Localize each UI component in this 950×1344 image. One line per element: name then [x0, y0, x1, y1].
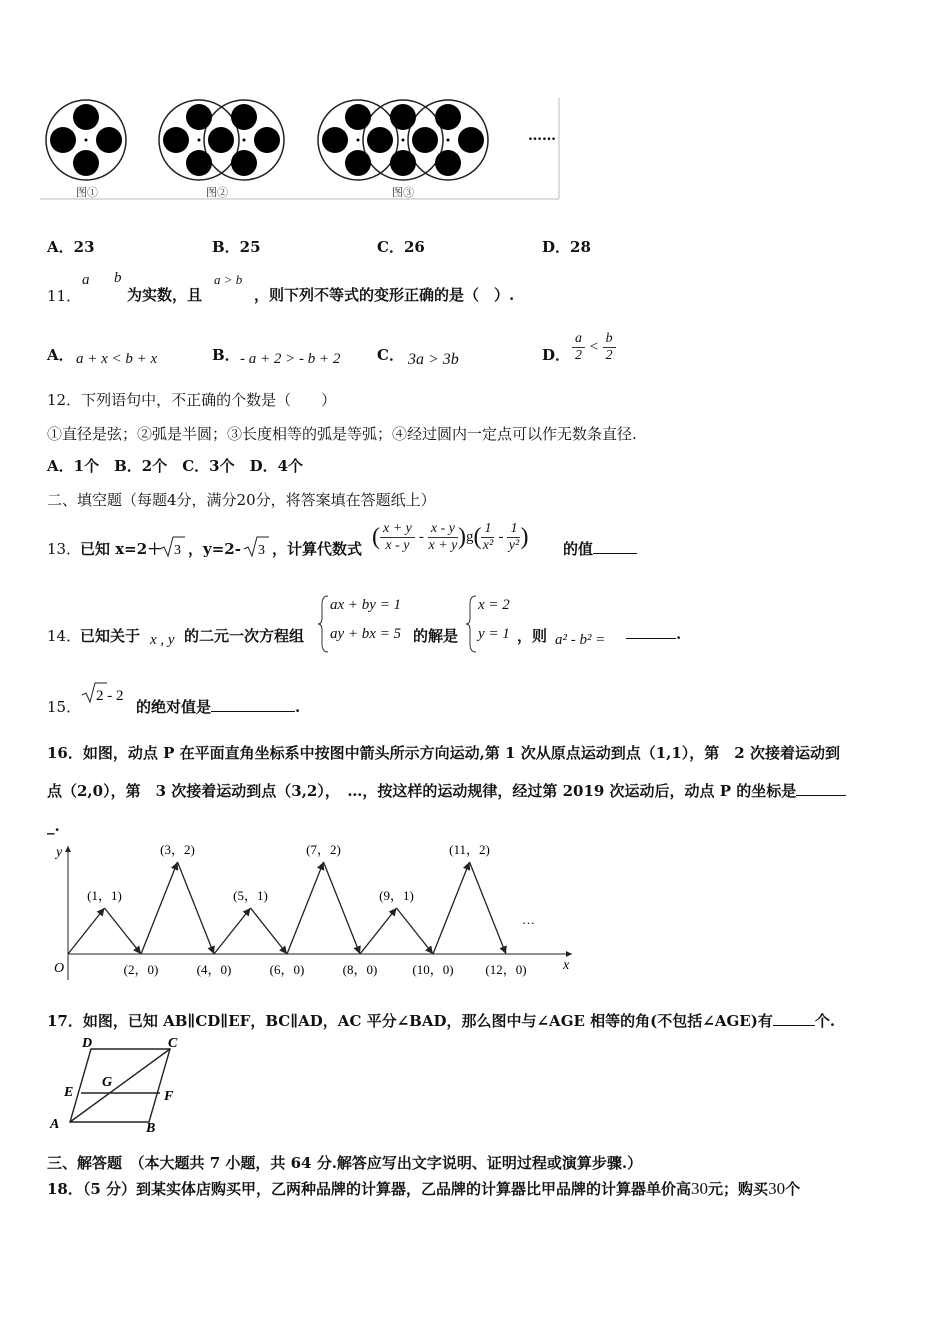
q11-text2: ，则下列不等式的变形正确的是（ ）.: [254, 286, 515, 304]
q14-text2: 的二元一次方程组: [184, 627, 305, 645]
q11-var-a: a: [82, 272, 90, 288]
q13-expression: ( $\frac{x + y}{x - y}$ - $\frac{x - y}{x + y}$ ) g ( $\frac{1}{\text{x²}}$ - $\frac{1}{\text{y²}}$ ): [372, 520, 529, 553]
point-label-9: (9，1): [379, 888, 414, 903]
x-axis-label: x: [563, 958, 570, 973]
q14-vars: x , y: [150, 632, 175, 648]
q13-text2: ，y=2-: [188, 540, 241, 558]
pattern-figure-3: [318, 100, 488, 180]
svg-text:3: 3: [174, 543, 181, 558]
q12-stem: 12．下列语句中，不正确的个数是（ ）: [47, 391, 337, 409]
q13-text3: ，计算代数式: [272, 540, 363, 558]
lt-sign: <: [588, 338, 599, 355]
frac-num-a: a: [572, 331, 585, 348]
answer-blank[interactable]: [593, 553, 637, 554]
point-label-1: (1，1): [87, 888, 122, 903]
point-label-6: (6，0): [269, 962, 305, 977]
point-label-3: (3，2): [160, 842, 195, 857]
point-label-12: (12，0): [485, 962, 527, 977]
q12-options[interactable]: A．1个 B．2个 C．3个 D．4个: [47, 457, 304, 475]
pattern-figure-2: [159, 100, 284, 180]
q13-text4: 的值: [563, 538, 637, 559]
q15-expr: [80, 680, 140, 706]
frac-den-2: 2: [605, 348, 613, 363]
point-label-11: (11，2): [449, 842, 490, 857]
point-b-label: B: [146, 1121, 156, 1136]
point-d-label: D: [82, 1036, 93, 1051]
origin-label: O: [54, 961, 65, 976]
pattern-figure-1: [46, 100, 126, 180]
svg-text:3: 3: [258, 543, 265, 558]
path-segment-9: [360, 908, 397, 954]
path-segment-7: [287, 862, 324, 954]
answer-blank[interactable]: [796, 795, 846, 796]
frac-num-b: b: [603, 331, 616, 348]
q15-text: 的绝对值是 .: [136, 698, 301, 716]
fig-label-2: 图②: [206, 186, 228, 199]
path-segment-3: [141, 862, 178, 954]
brace-left-2: [466, 594, 478, 654]
svg-text:2 - 2: 2 - 2: [96, 688, 124, 704]
q10-option-d[interactable]: D．28: [542, 238, 591, 256]
q15-number: 15．: [47, 698, 82, 716]
section2-heading: 二、填空题（每题4分，满分20分，将答案填在答题纸上）: [47, 491, 436, 509]
sqrt-sign: [158, 534, 186, 560]
q16-line1: 16．如图，动点 P 在平面直角坐标系中按图中箭头所示方向运动,第 1 次从原点运动到点（1,1），第 2 次接着运动到: [47, 744, 840, 762]
q13-number: 13．: [47, 540, 82, 558]
y-axis-label: y: [56, 845, 63, 860]
q16-coordinate-graph: [44, 840, 584, 986]
q18-text: 18．（5 分）到某实体店购买甲，乙两种品牌的计算器，乙品牌的计算器比甲品牌的计算器单价高30元；购买30个: [47, 1179, 801, 1198]
q13-text1: 已知 x=2＋: [80, 540, 163, 558]
point-label-8: (8，0): [342, 962, 378, 977]
fig-label-3: 图③: [392, 186, 414, 199]
point-f-label: F: [164, 1089, 174, 1104]
q11-option-b-expr: - a + 2 > - b + 2: [240, 351, 341, 367]
sqrt-sign-2: [242, 534, 270, 560]
path-segment-12: [470, 862, 507, 954]
q14-text4: ，则: [517, 627, 548, 645]
fig-label-1: 图①: [76, 186, 98, 199]
path-segment-1: [68, 908, 105, 954]
q14-number: 14．: [47, 627, 82, 645]
q11-option-d-label[interactable]: D．: [542, 346, 571, 364]
q12-statements: ①直径是弦；②弧是半圆；③长度相等的弧是等弧；④经过圆内一定点可以作无数条直径.: [47, 425, 637, 443]
section3-heading: 三、解答题 （本大题共 7 小题，共 64 分.解答应写出文字说明、证明过程或演算步骤.）: [47, 1154, 643, 1172]
q10-option-a[interactable]: A．23: [47, 238, 95, 256]
point-label-4: (4，0): [196, 962, 232, 977]
point-label-10: (10，0): [412, 962, 454, 977]
point-label-7: (7，2): [306, 842, 341, 857]
path-segment-8: [324, 862, 361, 954]
q17-text: 17．如图，已知 AB∥CD∥EF，BC∥AD，AC 平分∠BAD，那么图中与∠AGE 相等的角(不包括∠AGE)有 个.: [47, 1012, 836, 1030]
q11-condition: a > b: [214, 272, 243, 287]
q16-line3: _.: [47, 817, 60, 835]
path-segment-11: [433, 862, 470, 954]
circle-pattern-figure: [40, 98, 562, 202]
path-segment-5: [214, 908, 251, 954]
q11-number: 11．: [47, 287, 82, 305]
q16-line2: 点（2,0），第 3 次接着运动到点（3,2）， …，按这样的运动规律，经过第 2019 次运动后，动点 P 的坐标是: [47, 780, 846, 801]
path-segment-6: [251, 908, 288, 954]
graph-ellipsis: …: [522, 912, 535, 927]
point-g-label: G: [102, 1075, 113, 1090]
path-segment-4: [178, 862, 215, 954]
q10-option-b[interactable]: B．25: [212, 238, 261, 256]
segment-ac: [70, 1049, 170, 1122]
q14-text1: 已知关于: [80, 627, 141, 645]
point-a-label: A: [50, 1117, 60, 1132]
answer-blank[interactable]: [773, 1025, 815, 1026]
q14-sol2: y = 1: [478, 626, 510, 642]
q11-option-c-expr: 3a > 3b: [408, 351, 459, 368]
q14-text3: 的解是: [413, 627, 459, 645]
q14-expr: a² - b² =: [555, 632, 606, 648]
q17-parallelogram-figure: [44, 1036, 194, 1136]
path-segment-2: [105, 908, 142, 954]
point-e-label: E: [64, 1085, 74, 1100]
q11-option-b-label[interactable]: B．: [212, 346, 240, 364]
point-label-5: (5，1): [233, 888, 268, 903]
q14-eq2: ay + bx = 5: [330, 626, 402, 642]
point-c-label: C: [168, 1036, 178, 1051]
fig-ellipsis: ……: [528, 128, 556, 144]
path-segment-10: [397, 908, 434, 954]
q11-var-b: b: [114, 270, 122, 286]
q14-answer: .: [626, 625, 681, 643]
q14-sol1: x = 2: [478, 597, 510, 613]
answer-blank[interactable]: [211, 711, 295, 712]
q11-text1: 为实数，且: [127, 286, 203, 304]
q11-option-a-expr: a + x < b + x: [76, 351, 158, 367]
point-label-2: (2，0): [123, 962, 159, 977]
q11-option-a-label[interactable]: A．: [47, 346, 74, 364]
q14-eq1: ax + by = 1: [330, 597, 402, 613]
brace-left: [318, 594, 330, 654]
q10-option-c[interactable]: C．26: [377, 238, 425, 256]
q11-option-d-expr: [572, 331, 616, 364]
answer-blank[interactable]: [626, 638, 676, 639]
frac-den: 2: [575, 348, 582, 363]
q11-option-c-label[interactable]: C．: [377, 346, 404, 364]
